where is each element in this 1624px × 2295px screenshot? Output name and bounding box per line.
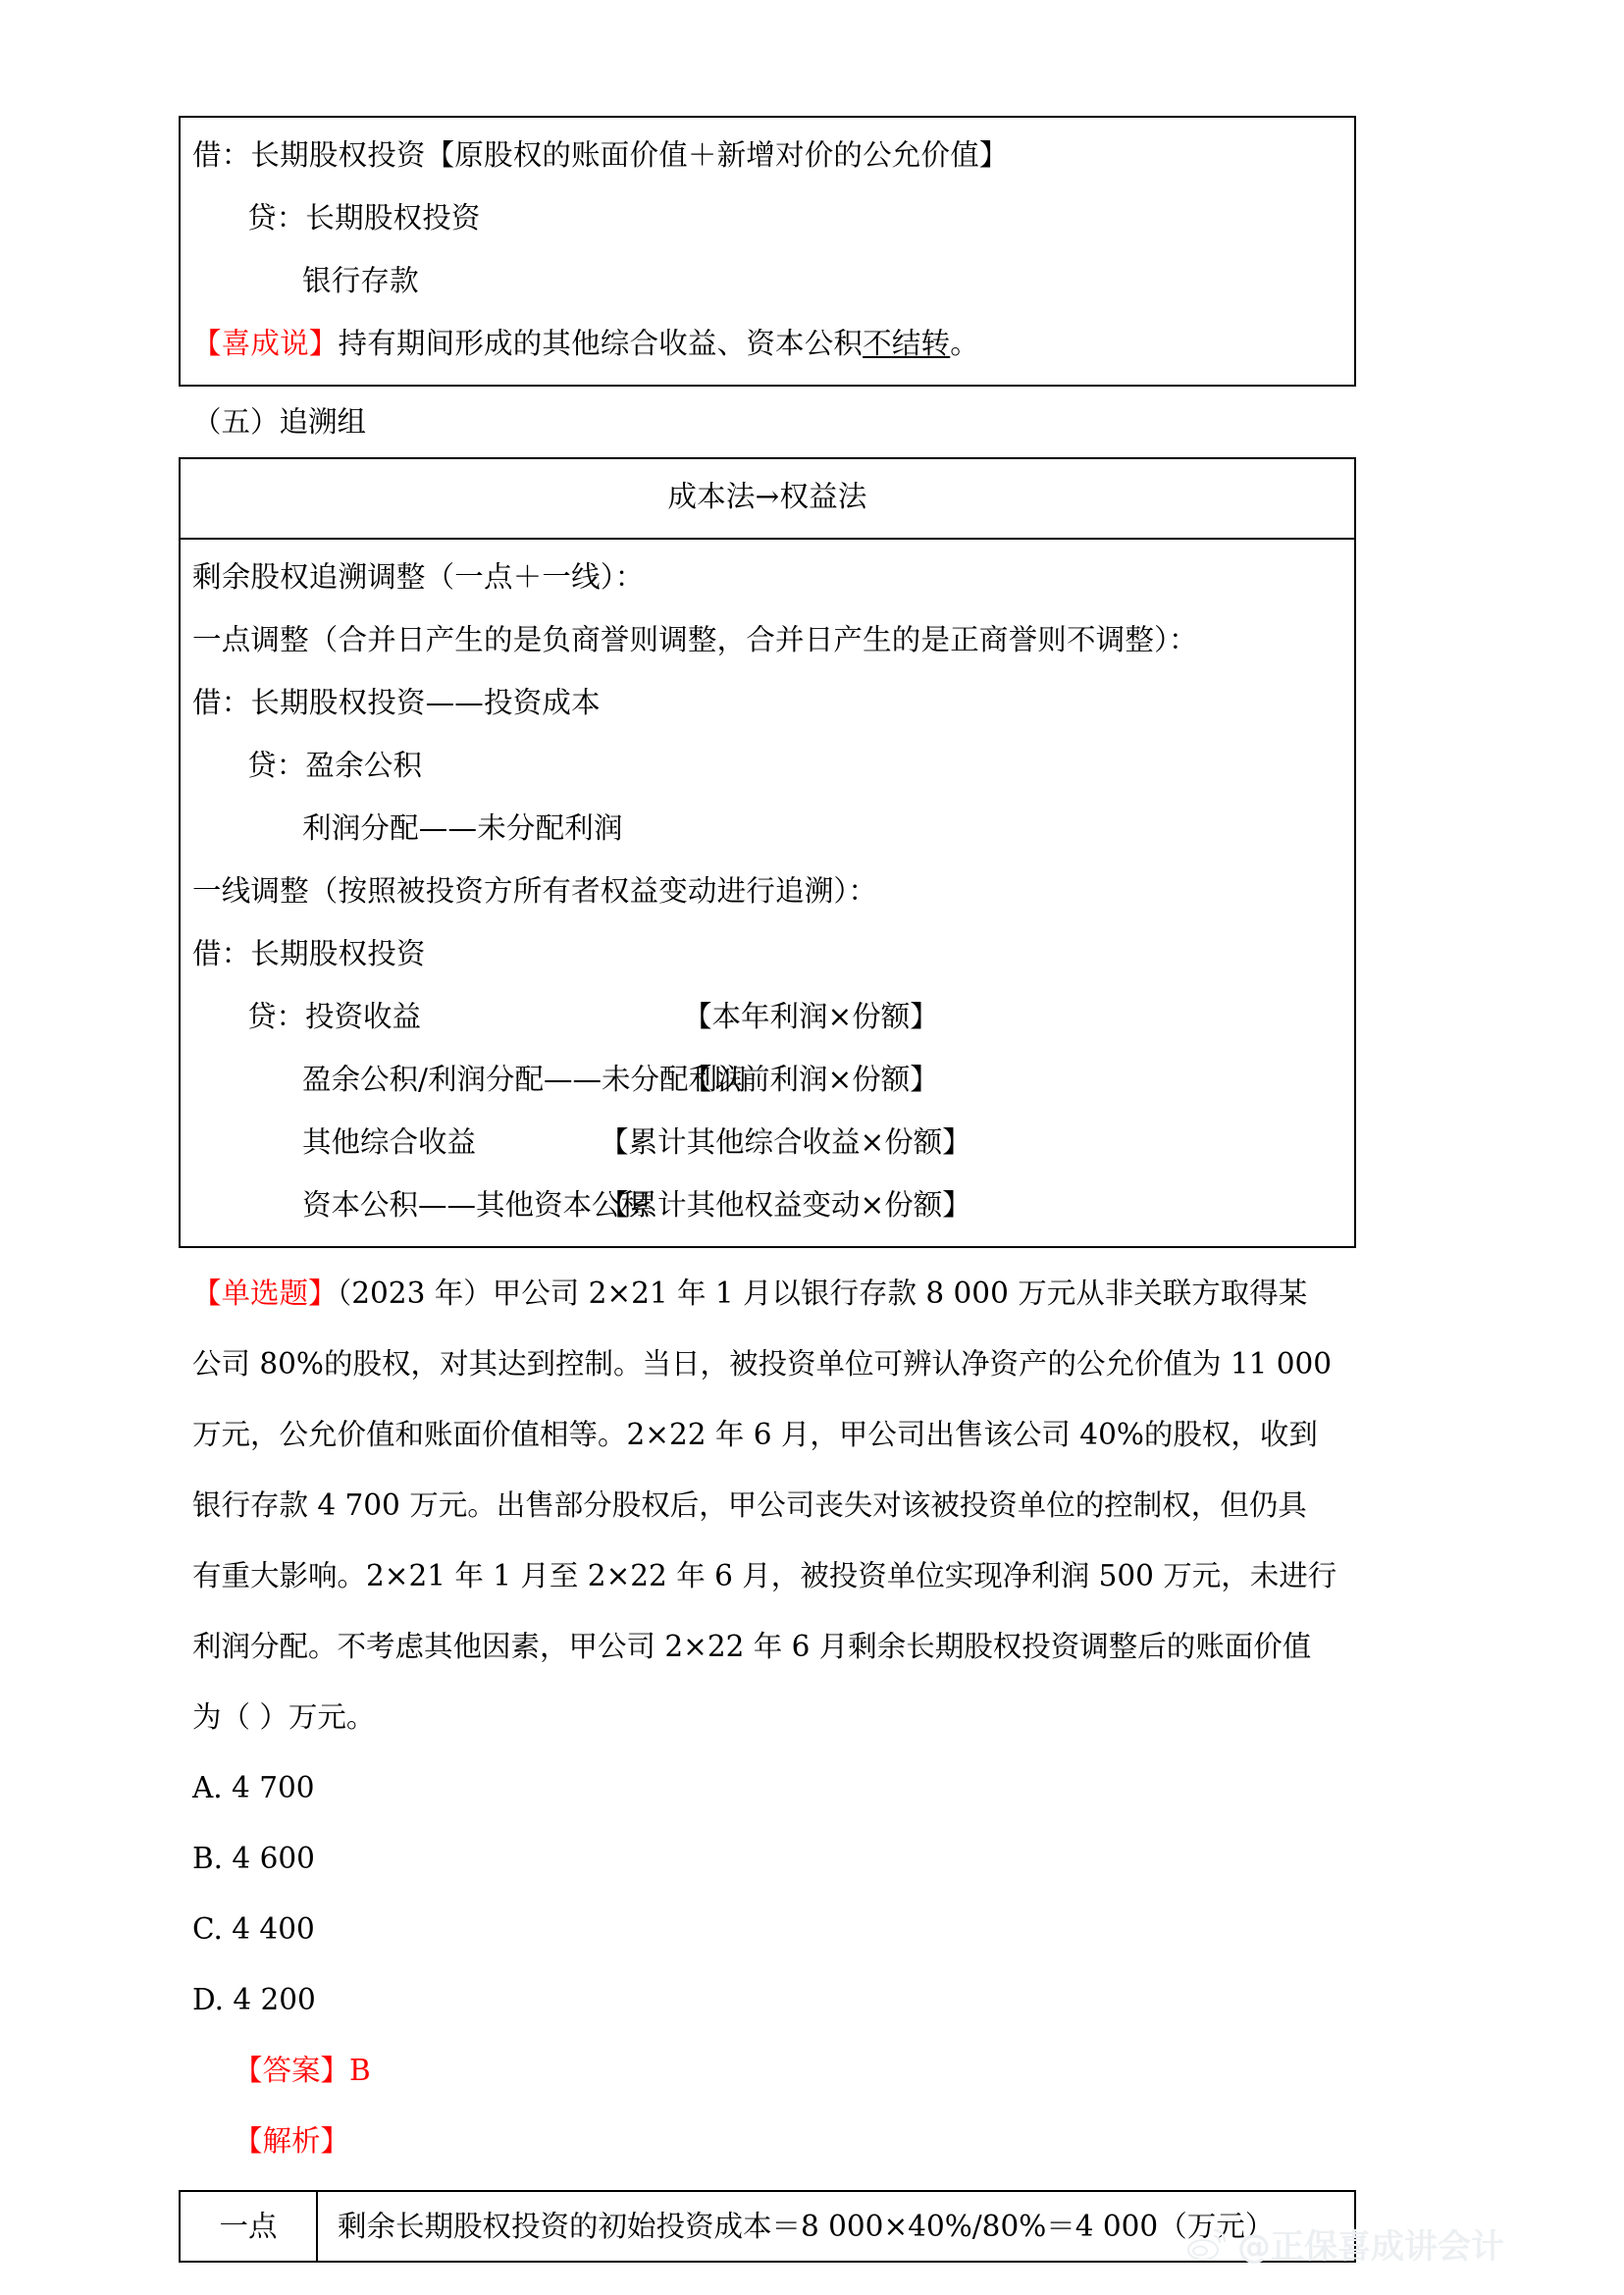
retro-annotated-row-3: [192, 1174, 1342, 1236]
retro-annotated-note-1: 【以前利润×份额】: [683, 1063, 939, 1096]
retrospective-header-label: 成本法→权益法: [667, 480, 867, 513]
watermark-text: @正保喜成讲会计: [1237, 2227, 1504, 2267]
analysis-row-value-0: 剩余长期股权投资的初始投资成本＝8 000×40%/80%＝4 000（万元）: [317, 2191, 1355, 2262]
xicheng-note-line: [192, 312, 1342, 375]
journal-line-credit-1: 贷：长期股权投资: [247, 201, 481, 235]
xicheng-note-before: 持有期间形成的其他综合收益、资本公积: [338, 327, 864, 360]
xicheng-tag: 【喜成说】: [192, 327, 339, 360]
retro-annotated-label-1: 盈余公积/利润分配——未分配利润: [302, 1063, 747, 1096]
option-a[interactable]: A. 4 700: [192, 1771, 315, 1804]
journal-entry-table: [179, 116, 1356, 387]
watermark: [1186, 2219, 1504, 2268]
question-body-line-1: 公司 80%的股权，对其达到控制。当日，被投资单位可辨认净资产的公允价值为 11 000: [192, 1347, 1333, 1381]
table-row: [180, 2191, 1355, 2262]
xicheng-note-after: 。: [950, 327, 979, 360]
retro-annotated-row-1: [192, 1048, 1342, 1111]
weibo-icon: [1186, 2226, 1228, 2262]
retro-line-1: 一点调整（合并日产生的是负商誉则调整，合并日产生的是正商誉则不调整）：: [192, 623, 1198, 656]
retro-line-2: 借：长期股权投资——投资成本: [192, 686, 601, 719]
question-body-line-5: 利润分配。不考虑其他因素，甲公司 2×22 年 6 月剩余长期股权投资调整后的账面价值: [192, 1630, 1312, 1663]
retro-annotated-label-2: 其他综合收益: [302, 1125, 477, 1159]
answer-value: B: [349, 2054, 371, 2087]
journal-line-debit: 借：长期股权投资【原股权的账面价值＋新增对价的公允价值】: [192, 138, 1009, 172]
xicheng-note-underlined: 不结转: [863, 327, 951, 360]
question-body-line-0: （2023 年）甲公司 2×21 年 1 月以银行存款 8 000 万元从非关联方取得某: [337, 1277, 1308, 1310]
retro-line-4: 利润分配——未分配利润: [302, 811, 623, 845]
analysis-table: [179, 2190, 1356, 2263]
answer-label: 【答案】: [234, 2054, 350, 2087]
analysis-label: 【解析】: [234, 2124, 350, 2158]
retro-line-3: 贷：盈余公积: [247, 749, 423, 782]
question-first-line: [179, 1258, 1457, 1329]
section-heading: （五）追溯组: [192, 405, 367, 439]
analysis-row: [179, 2106, 1457, 2176]
journal-entry-cell: [181, 118, 1354, 385]
question-body-line-6: 为（ ）万元。: [192, 1700, 376, 1734]
retro-annotated-note-3: 【累计其他权益变动×份额】: [600, 1188, 971, 1222]
retro-line-5: 一线调整（按照被投资方所有者权益变动进行追溯）：: [192, 874, 878, 908]
retrospective-table-header: [181, 459, 1354, 540]
question-type-tag: 【单选题】: [192, 1277, 338, 1310]
option-d[interactable]: D. 4 200: [192, 1983, 316, 2016]
question-body-line-3: 银行存款 4 700 万元。出售部分股权后，甲公司丧失对该被投资单位的控制权，但仍具: [192, 1488, 1307, 1522]
retro-line-0: 剩余股权追溯调整（一点＋一线）：: [192, 560, 645, 594]
retro-annotated-note-0: 【本年利润×份额】: [683, 1000, 939, 1033]
journal-line-credit-2: 银行存款: [302, 264, 419, 297]
analysis-row-key-0: 一点: [180, 2191, 317, 2262]
retro-line-6: 借：长期股权投资: [192, 937, 426, 970]
retro-annotated-label-0: 贷：投资收益: [247, 1000, 422, 1033]
answer-row: [179, 2035, 1457, 2106]
retrospective-table-body: [181, 540, 1354, 1246]
retro-annotated-note-2: 【累计其他综合收益×份额】: [600, 1125, 971, 1159]
retro-annotated-label-3: 资本公积——其他资本公积: [302, 1188, 651, 1222]
retro-annotated-row-2: [192, 1111, 1342, 1174]
option-b[interactable]: B. 4 600: [192, 1842, 315, 1875]
question-body-line-4: 有重大影响。2×21 年 1 月至 2×22 年 6 月，被投资单位实现净利润 500 万元，未进行: [192, 1559, 1337, 1592]
option-c[interactable]: C. 4 400: [192, 1912, 315, 1946]
question-body-line-2: 万元，公允价值和账面价值相等。2×22 年 6 月，甲公司出售该公司 40%的股权，收到: [192, 1418, 1318, 1451]
retrospective-table: [179, 457, 1356, 1248]
retro-annotated-row-0: [192, 985, 1342, 1048]
